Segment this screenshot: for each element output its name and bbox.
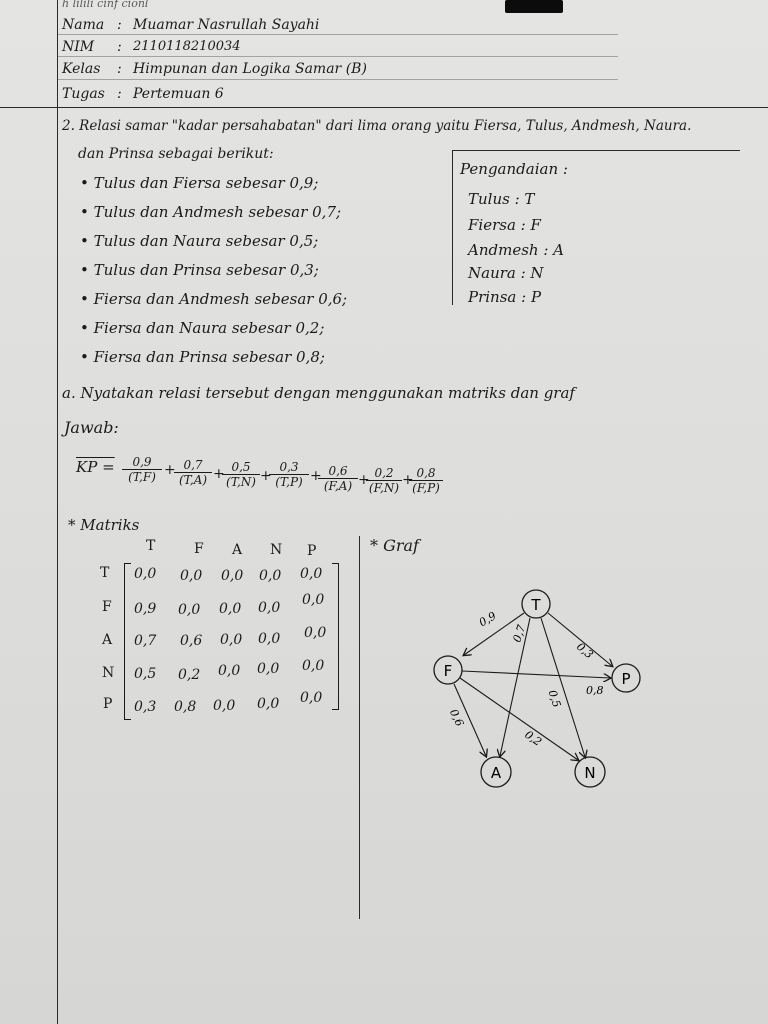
matrix-col-header: F (194, 541, 204, 557)
kp-term-den: (T,N) (226, 475, 256, 489)
matrix-cell: 0,0 (304, 625, 327, 641)
matrix-cell: 0,2 (178, 667, 201, 683)
matrix-cell: 0,0 (134, 566, 157, 582)
plus-sign: + (358, 472, 370, 488)
graph-node-label: N (584, 764, 596, 782)
box-left (452, 150, 453, 305)
matrix-cell: 0,0 (221, 568, 244, 584)
pengandaian-item: Tulus : T (468, 190, 535, 208)
graph-edge-weight: 0,8 (586, 684, 604, 697)
question-item: • Fiersa dan Prinsa sebesar 0,8; (80, 348, 325, 366)
kp-term-num: 0,5 (222, 460, 260, 475)
matrix-col-header: N (270, 542, 283, 558)
matrix-cell: 0,3 (134, 699, 157, 715)
box-top (452, 150, 740, 151)
matrix-cell: 0,0 (178, 602, 201, 618)
matrix-cell: 0,0 (218, 663, 241, 679)
kp-term (366, 466, 402, 495)
matrix-col-header: A (232, 542, 243, 558)
kp-label: KP = (76, 458, 115, 476)
part-a-prompt: a. Nyatakan relasi tersebut dengan menggunakan matriks dan graf (62, 384, 575, 402)
question-line-2: dan Prinsa sebagai berikut: (78, 146, 274, 162)
matrix-cell: 0,0 (220, 632, 243, 648)
matrix-col-header: T (146, 538, 156, 554)
kelas-value: Himpunan dan Logika Samar (B) (133, 61, 367, 77)
matrix-col-header: P (307, 543, 317, 559)
graph-edge (460, 678, 578, 760)
margin-line (57, 0, 58, 1024)
graph-edge-weight: 0,2 (522, 728, 545, 749)
question-item: • Tulus dan Naura sebesar 0,5; (80, 232, 319, 250)
matrix-cell: 0,0 (219, 601, 242, 617)
graph-title: * Graf (370, 536, 419, 555)
graph-node-label: F (443, 662, 453, 680)
kp-term-den: (F,A) (323, 479, 353, 493)
kp-term-den: (T,F) (128, 470, 156, 484)
plus-sign: + (164, 462, 176, 478)
tugas-colon: : (117, 86, 122, 102)
question-line-1: 2. Relasi samar "kadar persahabatan" dari lima orang yaitu Fiersa, Tulus, Andmesh, Naura. (62, 118, 692, 134)
top-scribble: h lilili cinf cionl (62, 0, 149, 10)
matrix-cell: 0,7 (134, 633, 157, 649)
question-item: • Fiersa dan Andmesh sebesar 0,6; (80, 290, 348, 308)
plus-sign: + (310, 468, 322, 484)
matrix-cell: 0,9 (134, 601, 157, 617)
matrix-cell: 0,8 (174, 699, 197, 715)
nama-colon: : (117, 17, 122, 33)
matrix-cell: 0,0 (257, 696, 280, 712)
kp-term (122, 455, 162, 484)
section-divider (359, 536, 360, 919)
header-divider (0, 107, 768, 108)
kp-term-num: 0,9 (122, 455, 162, 470)
kp-term-num: 0,7 (174, 458, 212, 473)
matrix-row-header: N (102, 665, 115, 681)
matrix-cell: 0,6 (180, 633, 203, 649)
tugas-value: Pertemuan 6 (133, 86, 224, 102)
nim-value: 2110118210034 (133, 39, 241, 54)
graph-node-label: T (531, 596, 541, 614)
nama-value: Muamar Nasrullah Sayahi (133, 17, 320, 33)
graph-edge (462, 671, 610, 678)
rule-line (58, 34, 618, 35)
matrix-cell: 0,0 (258, 600, 281, 616)
kp-term-den: (T,P) (275, 475, 303, 489)
matrix-cell: 0,0 (300, 566, 323, 582)
graph-diagram (420, 580, 660, 800)
kp-term-den: (F,N) (368, 481, 400, 495)
matrix-cell: 0,0 (213, 698, 236, 714)
matrix-row-header: A (102, 632, 113, 648)
pengandaian-item: Fiersa : F (468, 216, 541, 234)
matrix-cell: 0,0 (257, 661, 280, 677)
graph-node-label: P (621, 670, 631, 688)
tugas-label: Tugas (62, 86, 105, 102)
kp-term (318, 464, 358, 493)
question-item: • Fiersa dan Naura sebesar 0,2; (80, 319, 325, 337)
plus-sign: + (213, 466, 225, 482)
matrix-bracket-left (124, 563, 131, 720)
graph-edge-weight: 0,6 (446, 707, 467, 729)
plus-sign: + (260, 468, 272, 484)
rule-line (58, 79, 618, 80)
graph-edge-weight: 0,3 (573, 640, 596, 662)
kelas-colon: : (117, 61, 122, 77)
pengandaian-item: Andmesh : A (468, 241, 564, 259)
kp-term-den: (T,A) (178, 473, 208, 487)
pengandaian-item: Prinsa : P (468, 288, 542, 306)
kp-term (222, 460, 260, 489)
matrix-cell: 0,0 (180, 568, 203, 584)
pengandaian-item: Naura : N (468, 264, 544, 282)
matrix-row-header: P (103, 696, 113, 712)
nim-colon: : (117, 39, 122, 55)
matrix-title: * Matriks (68, 516, 140, 534)
plus-sign: + (402, 472, 414, 488)
kp-term-num: 0,6 (318, 464, 358, 479)
kp-term (174, 458, 212, 487)
matrix-cell: 0,0 (259, 568, 282, 584)
graph-node-label: A (490, 764, 502, 782)
kp-term-num: 0,3 (269, 460, 309, 475)
kp-term-num: 0,2 (366, 466, 402, 481)
question-item: • Tulus dan Andmesh sebesar 0,7; (80, 203, 342, 221)
nama-label: Nama (62, 17, 105, 33)
matrix-cell: 0,0 (300, 690, 323, 706)
graph-edge-weight: 0,9 (476, 609, 499, 630)
matrix-cell: 0,0 (258, 631, 281, 647)
matrix-bracket-right (332, 563, 339, 710)
matrix-cell: 0,0 (302, 658, 325, 674)
graph-edge-weight: 0,5 (545, 688, 564, 710)
question-item: • Tulus dan Fiersa sebesar 0,9; (80, 174, 319, 192)
tape-strip (505, 0, 563, 13)
kp-term (409, 466, 443, 495)
nim-label: NIM (62, 39, 95, 55)
kelas-label: Kelas (62, 61, 101, 77)
jawab-label: Jawab: (64, 418, 119, 437)
kp-term-num: 0,8 (409, 466, 443, 481)
graph-edge (548, 613, 612, 666)
kp-term (269, 460, 309, 489)
kp-term-den: (F,P) (412, 481, 440, 495)
matrix-cell: 0,0 (302, 592, 325, 608)
rule-line (58, 56, 618, 57)
pengandaian-title: Pengandaian : (460, 160, 568, 178)
matrix-row-header: F (102, 599, 112, 615)
matrix-cell: 0,5 (134, 666, 157, 682)
question-item: • Tulus dan Prinsa sebesar 0,3; (80, 261, 319, 279)
graph-edge-weight: 0,7 (510, 623, 529, 644)
matrix-row-header: T (100, 565, 110, 581)
